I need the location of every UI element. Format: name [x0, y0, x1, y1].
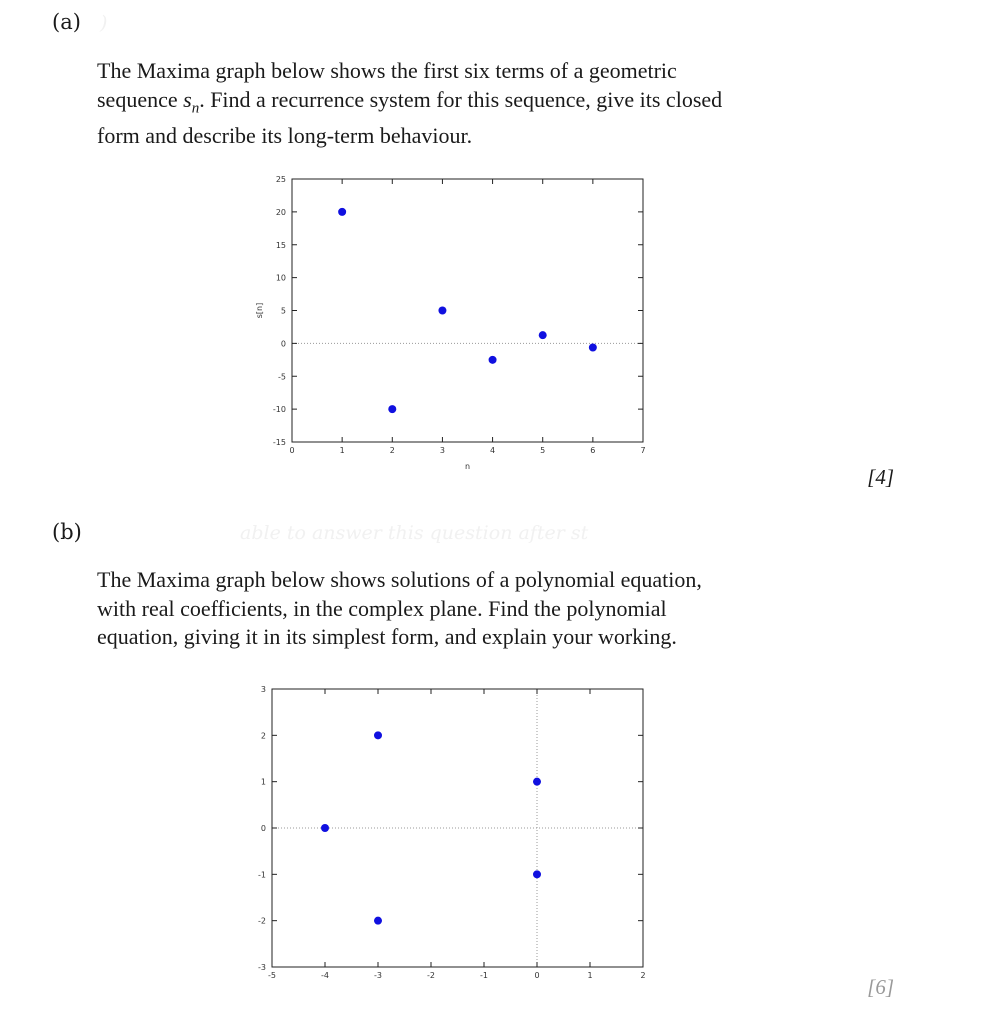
part-b-line-1: The Maxima graph below shows solutions of a polynomial equation,: [97, 567, 702, 592]
part-b-faded-text: able to answer this question after st: [240, 522, 589, 544]
sequence-chart-ytick-label-2: -5: [278, 372, 286, 382]
sequence-chart-xtick-label-6: 6: [590, 446, 596, 455]
sequence-chart-xtick-label-1: 1: [339, 446, 345, 455]
part-a-marks: [4]: [867, 465, 894, 489]
complex-chart-ytick-label-2: -1: [258, 870, 266, 880]
sequence-chart-xlabel: n: [464, 462, 471, 471]
sequence-chart-ytick-label-3: 0: [280, 339, 286, 349]
part-a-label: (a): [52, 10, 81, 34]
complex-chart-xtick-label-5: 0: [534, 971, 540, 980]
complex-chart-ytick-label-1: -2: [258, 916, 266, 926]
sequence-chart-point-3: [489, 356, 497, 364]
complex-chart-xtick-label-4: -1: [480, 971, 488, 980]
sequence-chart-ytick-label-8: 25: [275, 175, 286, 184]
complex-chart-ytick-label-6: 3: [260, 685, 266, 694]
sequence-chart-point-4: [539, 331, 547, 339]
complex-chart-xtick-label-3: -2: [427, 971, 435, 980]
sequence-chart: [255, 175, 646, 471]
part-a-line-1: The Maxima graph below shows the first six terms of a geometric: [97, 58, 677, 83]
complex-chart-xtick-label-0: -5: [268, 971, 276, 980]
sequence-chart-point-1: [388, 405, 396, 413]
sequence-chart-xtick-label-7: 7: [640, 446, 646, 455]
sequence-chart-ytick-label-4: 5: [280, 306, 286, 316]
complex-chart-ytick-label-4: 1: [260, 777, 266, 787]
sequence-chart-xtick-label-4: 4: [490, 446, 496, 455]
sequence-chart-ytick-label-7: 20: [275, 207, 286, 217]
complex-chart-xtick-label-1: -4: [321, 971, 329, 980]
complex-chart-ytick-label-0: -3: [258, 963, 266, 972]
sequence-chart-ytick-label-1: -10: [272, 405, 286, 415]
sequence-chart-point-5: [589, 343, 597, 351]
complex-chart-point-0: [321, 824, 329, 832]
part-a-line-2-start: sequence: [97, 86, 184, 112]
complex-chart-point-1: [374, 731, 382, 739]
part-a-line-2-end: . Find a recurrence system for this sequence, give its closed: [199, 86, 723, 112]
part-a-line-3: form and describe its long-term behaviour.: [97, 123, 473, 149]
part-b-line-3: equation, giving it in its simplest form, and explain your working.: [97, 624, 677, 649]
complex-chart-xtick-label-2: -3: [374, 971, 382, 980]
part-b-label: (b): [52, 520, 82, 544]
sequence-chart-ytick-label-5: 10: [275, 273, 286, 283]
sequence-chart-frame: [292, 179, 643, 442]
sequence-symbol: s: [183, 86, 192, 112]
sequence-chart-ylabel: s[n]: [255, 302, 264, 319]
complex-plane-chart: [258, 685, 646, 980]
complex-chart-xtick-label-7: 2: [640, 971, 646, 980]
sequence-subscript: n: [191, 99, 200, 116]
sequence-chart-xtick-label-2: 2: [389, 446, 395, 455]
complex-chart-point-2: [374, 917, 382, 925]
part-a-faded-text: ): [100, 12, 108, 34]
part-b-line-2: with real coefficients, in the complex plane. Find the polynomial: [97, 595, 667, 621]
sequence-chart-point-0: [338, 208, 346, 216]
part-b-marks: [6]: [867, 975, 894, 999]
sequence-chart-xtick-label-3: 3: [439, 446, 445, 455]
complex-chart-point-4: [533, 870, 541, 878]
sequence-chart-point-2: [438, 307, 446, 315]
complex-chart-ytick-label-5: 2: [260, 731, 266, 741]
sequence-chart-ytick-label-6: 15: [275, 240, 286, 250]
complex-chart-xtick-label-6: 1: [587, 971, 593, 980]
complex-chart-ytick-label-3: 0: [260, 824, 266, 833]
complex-chart-point-3: [533, 778, 541, 786]
sequence-chart-xtick-label-0: 0: [289, 446, 295, 455]
sequence-chart-ytick-label-0: -15: [272, 438, 286, 447]
sequence-chart-xtick-label-5: 5: [540, 446, 546, 455]
